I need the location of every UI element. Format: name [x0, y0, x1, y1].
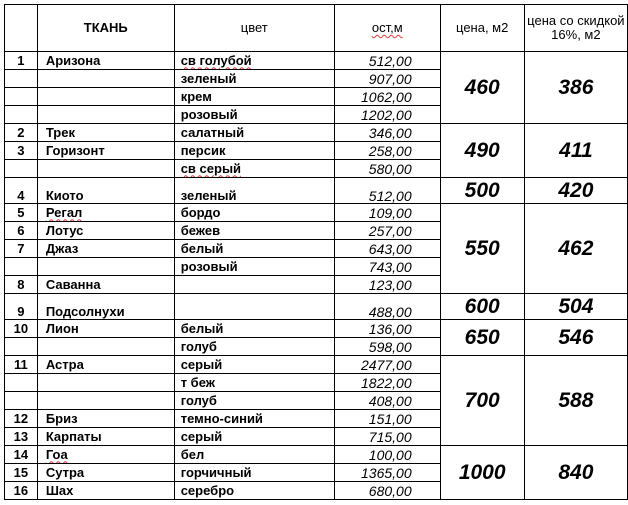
discount-price-cell: 546 — [524, 320, 627, 356]
header-num — [5, 5, 38, 52]
header-fabric: ТКАНЬ — [37, 5, 174, 52]
fabric-color: белый — [174, 240, 334, 258]
table-row — [5, 446, 628, 464]
header-row — [5, 5, 628, 52]
header-discount-price: цена со скидкой 16%, м2 — [524, 5, 627, 52]
table-row — [5, 356, 628, 374]
price-cell: 460 — [440, 52, 524, 124]
fabric-color: т беж — [174, 374, 334, 392]
price-cell: 550 — [440, 204, 524, 294]
discount-price-cell: 840 — [524, 446, 627, 500]
stock-qty: 408,00 — [334, 392, 440, 410]
row-num: 14 — [5, 446, 38, 464]
row-num — [5, 338, 38, 356]
stock-qty: 1822,00 — [334, 374, 440, 392]
fabric-color — [174, 294, 334, 320]
row-num — [5, 88, 38, 106]
row-num — [5, 106, 38, 124]
stock-qty: 598,00 — [334, 338, 440, 356]
stock-qty: 346,00 — [334, 124, 440, 142]
discount-price-cell: 588 — [524, 356, 627, 446]
row-num: 3 — [5, 142, 38, 160]
fabric-name: Подсолнухи — [37, 294, 174, 320]
price-cell: 700 — [440, 356, 524, 446]
row-num: 6 — [5, 222, 38, 240]
table-row — [5, 178, 628, 204]
fabric-color: серый — [174, 428, 334, 446]
fabric-color: серебро — [174, 482, 334, 500]
fabric-color — [174, 160, 334, 178]
fabric-color: бел — [174, 446, 334, 464]
row-num: 15 — [5, 464, 38, 482]
fabric-name — [37, 204, 174, 222]
stock-qty: 580,00 — [334, 160, 440, 178]
fabric-color: зеленый — [174, 70, 334, 88]
stock-qty: 715,00 — [334, 428, 440, 446]
fabric-color: темно-синий — [174, 410, 334, 428]
stock-qty: 151,00 — [334, 410, 440, 428]
stock-qty: 136,00 — [334, 320, 440, 338]
fabric-name — [37, 88, 174, 106]
row-num: 5 — [5, 204, 38, 222]
fabric-color — [174, 52, 334, 70]
fabric-name — [37, 160, 174, 178]
stock-qty: 743,00 — [334, 258, 440, 276]
row-num: 2 — [5, 124, 38, 142]
fabric-color: серый — [174, 356, 334, 374]
table-row — [5, 294, 628, 320]
row-num: 8 — [5, 276, 38, 294]
fabric-name: Трек — [37, 124, 174, 142]
row-num: 10 — [5, 320, 38, 338]
fabric-color: бордо — [174, 204, 334, 222]
price-cell: 1000 — [440, 446, 524, 500]
table-row — [5, 320, 628, 338]
stock-qty: 100,00 — [334, 446, 440, 464]
header-stock-label: ост,м — [371, 20, 403, 35]
fabric-color — [174, 276, 334, 294]
stock-qty: 1062,00 — [334, 88, 440, 106]
fabric-name: Шах — [37, 482, 174, 500]
row-num: 11 — [5, 356, 38, 374]
stock-qty: 488,00 — [334, 294, 440, 320]
fabric-name — [37, 106, 174, 124]
stock-qty: 512,00 — [334, 52, 440, 70]
discount-price-cell: 386 — [524, 52, 627, 124]
stock-qty: 109,00 — [334, 204, 440, 222]
row-num: 7 — [5, 240, 38, 258]
fabric-color: зеленый — [174, 178, 334, 204]
fabric-name: Горизонт — [37, 142, 174, 160]
fabric-color: белый — [174, 320, 334, 338]
discount-price-cell: 462 — [524, 204, 627, 294]
fabric-name: Карпаты — [37, 428, 174, 446]
row-num — [5, 374, 38, 392]
fabric-name — [37, 446, 174, 464]
stock-qty: 680,00 — [334, 482, 440, 500]
stock-qty: 1365,00 — [334, 464, 440, 482]
fabric-name-text: Регал — [45, 204, 83, 220]
header-color: цвет — [174, 5, 334, 52]
fabric-name: Аризона — [37, 52, 174, 70]
row-num: 4 — [5, 178, 38, 204]
fabric-color: персик — [174, 142, 334, 160]
fabric-color: крем — [174, 88, 334, 106]
fabric-color: голуб — [174, 392, 334, 410]
fabric-color: горчичный — [174, 464, 334, 482]
header-stock — [334, 5, 440, 52]
fabric-color: салатный — [174, 124, 334, 142]
fabric-color-text: св серый — [180, 160, 242, 176]
stock-qty: 123,00 — [334, 276, 440, 294]
price-cell: 490 — [440, 124, 524, 178]
stock-qty: 907,00 — [334, 70, 440, 88]
fabric-color: розовый — [174, 258, 334, 276]
table-row — [5, 52, 628, 70]
stock-qty: 258,00 — [334, 142, 440, 160]
fabric-name: Бриз — [37, 410, 174, 428]
row-num: 9 — [5, 294, 38, 320]
fabric-name: Лотус — [37, 222, 174, 240]
row-num: 1 — [5, 52, 38, 70]
discount-price-cell: 420 — [524, 178, 627, 204]
row-num — [5, 392, 38, 410]
row-num: 13 — [5, 428, 38, 446]
fabric-color: розовый — [174, 106, 334, 124]
fabric-name — [37, 70, 174, 88]
fabric-color: голуб — [174, 338, 334, 356]
fabric-color: бежев — [174, 222, 334, 240]
row-num — [5, 160, 38, 178]
fabric-name: Киото — [37, 178, 174, 204]
discount-price-cell: 411 — [524, 124, 627, 178]
fabric-name: Сутра — [37, 464, 174, 482]
fabric-name-text: Гоа — [45, 446, 68, 462]
row-num — [5, 258, 38, 276]
fabric-color-text: св голубой — [180, 52, 252, 68]
fabric-price-table — [4, 4, 628, 500]
fabric-name — [37, 338, 174, 356]
price-cell: 600 — [440, 294, 524, 320]
discount-price-cell: 504 — [524, 294, 627, 320]
fabric-name — [37, 258, 174, 276]
row-num: 16 — [5, 482, 38, 500]
fabric-name: Джаз — [37, 240, 174, 258]
fabric-name: Лион — [37, 320, 174, 338]
fabric-name — [37, 374, 174, 392]
fabric-name: Астра — [37, 356, 174, 374]
table-row — [5, 204, 628, 222]
row-num — [5, 70, 38, 88]
header-price: цена, м2 — [440, 5, 524, 52]
price-cell: 650 — [440, 320, 524, 356]
fabric-name — [37, 392, 174, 410]
stock-qty: 257,00 — [334, 222, 440, 240]
stock-qty: 2477,00 — [334, 356, 440, 374]
stock-qty: 1202,00 — [334, 106, 440, 124]
fabric-name: Саванна — [37, 276, 174, 294]
row-num: 12 — [5, 410, 38, 428]
stock-qty: 512,00 — [334, 178, 440, 204]
stock-qty: 643,00 — [334, 240, 440, 258]
table-row — [5, 124, 628, 142]
price-cell: 500 — [440, 178, 524, 204]
